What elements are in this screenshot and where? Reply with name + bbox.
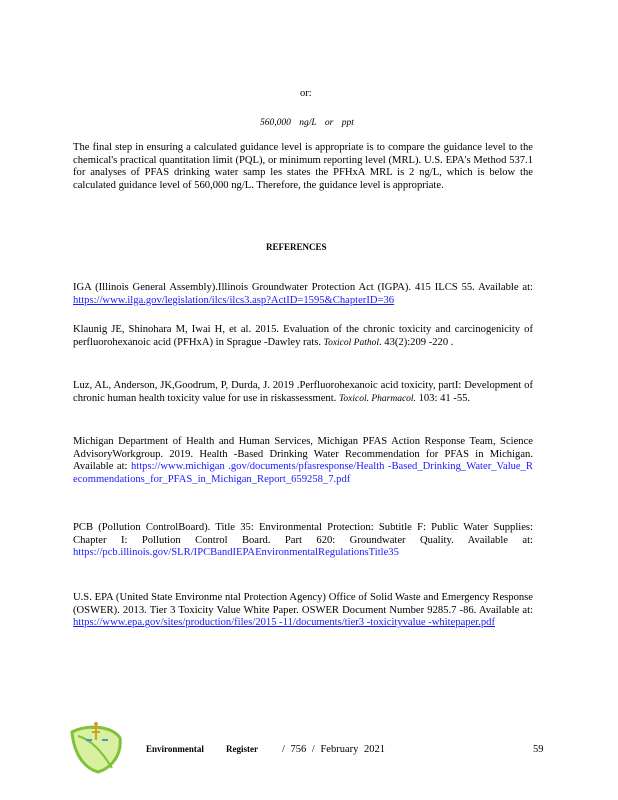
reference-pcb	[73, 522, 533, 560]
reference-luz-journal: Toxicol. Pharmacol.	[338, 393, 416, 404]
reference-epa-link[interactable]: https://www.epa.gov/sites/production/files/2015 -11/documents/tier3 -toxicityvalue -whitepaper.pdf	[73, 617, 495, 629]
reference-epa	[73, 592, 533, 630]
footer-issue: / 756 / February 2021	[282, 744, 385, 755]
guidance-level-formula: 560,000 ng/L or ppt	[260, 118, 354, 128]
reference-luz-end: 103: 41 -55.	[415, 392, 471, 404]
footer-journal: Environmental	[146, 744, 204, 754]
reference-klaunig-end: . 43(2):209 -220 .	[379, 336, 454, 348]
reference-klaunig-text: Klaunig JE, Shinohara M, Iwai H, et al. 2015. Evaluation of the chronic toxicity and carcinogenicity of perfluorohexanoic acid (PFHxA) in Sprague -Dawley rats.	[73, 324, 533, 348]
footer-register: Register	[226, 744, 258, 754]
reference-michigan	[73, 436, 533, 486]
reference-michigan-link[interactable]: https://www.michigan .gov/documents/pfasresponse/Health -Based_Drinking_Water_Value_Recommendations_for_PFAS_in_Michigan_Report_659258_7.pdf	[73, 461, 534, 485]
reference-pcb-link[interactable]: https://pcb.illinois.gov/SLR/IPCBandIEPAEnvironmentalRegulationsTitle35	[73, 547, 399, 559]
reference-luz-text: Luz, AL, Anderson, JK,Goodrum, P, Durda, J. 2019 .Perfluorohexanoic acid toxicity, partI: Development of chronic human health toxicity value for use in riskassessment.	[73, 380, 533, 404]
leaf-logo-icon	[68, 718, 124, 774]
reference-pcb-text: PCB (Pollution ControlBoard). Title 35: Environmental Protection: Subtitle F: Public Water Supplies: Chapter I: Pollution Control Board. Part 620: Groundwater Quality. Available at:	[73, 522, 533, 546]
references-heading: REFERENCES	[266, 242, 327, 252]
reference-klaunig	[73, 324, 533, 349]
final-step-paragraph: The final step in ensuring a calculated guidance level is appropriate is to compare the guidance level to the chemical's practical quantitation limit (PQL), or minimum reporting level (MRL). U.S. EPA's Method 537.1 for analyses of PFAS drinking water samp les states the PFHxA MRL is 2 ng/L, which is below the calculated guidance level of 560,000 ng/L. Therefore, the guidance level is appropriate.	[73, 142, 533, 191]
reference-luz	[73, 380, 533, 405]
or-line: or:	[300, 88, 312, 99]
reference-michigan-text: Michigan Department of Health and Human Services, Michigan PFAS Action Response Team, Science AdvisoryWorkgroup. 2019. Health -Based Drinking Water Recommendation for PFAS in Michigan. Available at:	[73, 436, 533, 473]
page-number: 59	[533, 744, 544, 755]
reference-iga-link[interactable]: https://www.ilga.gov/legislation/ilcs/ilcs3.asp?ActID=1595&ChapterID=36	[73, 294, 395, 306]
reference-iga-text: IGA (Illinois General Assembly).Illinois Groundwater Protection Act (IGPA). 415 ILCS 55. Available at:	[73, 282, 533, 293]
reference-klaunig-journal: Toxicol Pathol	[323, 337, 379, 348]
reference-iga	[73, 282, 533, 307]
reference-epa-text: U.S. EPA (United State Environme ntal Protection Agency) Office of Solid Waste and Emergency Response (OSWER). 2013. Tier 3 Toxicity Value White Paper. OSWER Document Number 9285.7 -86. Available at:	[73, 592, 533, 616]
